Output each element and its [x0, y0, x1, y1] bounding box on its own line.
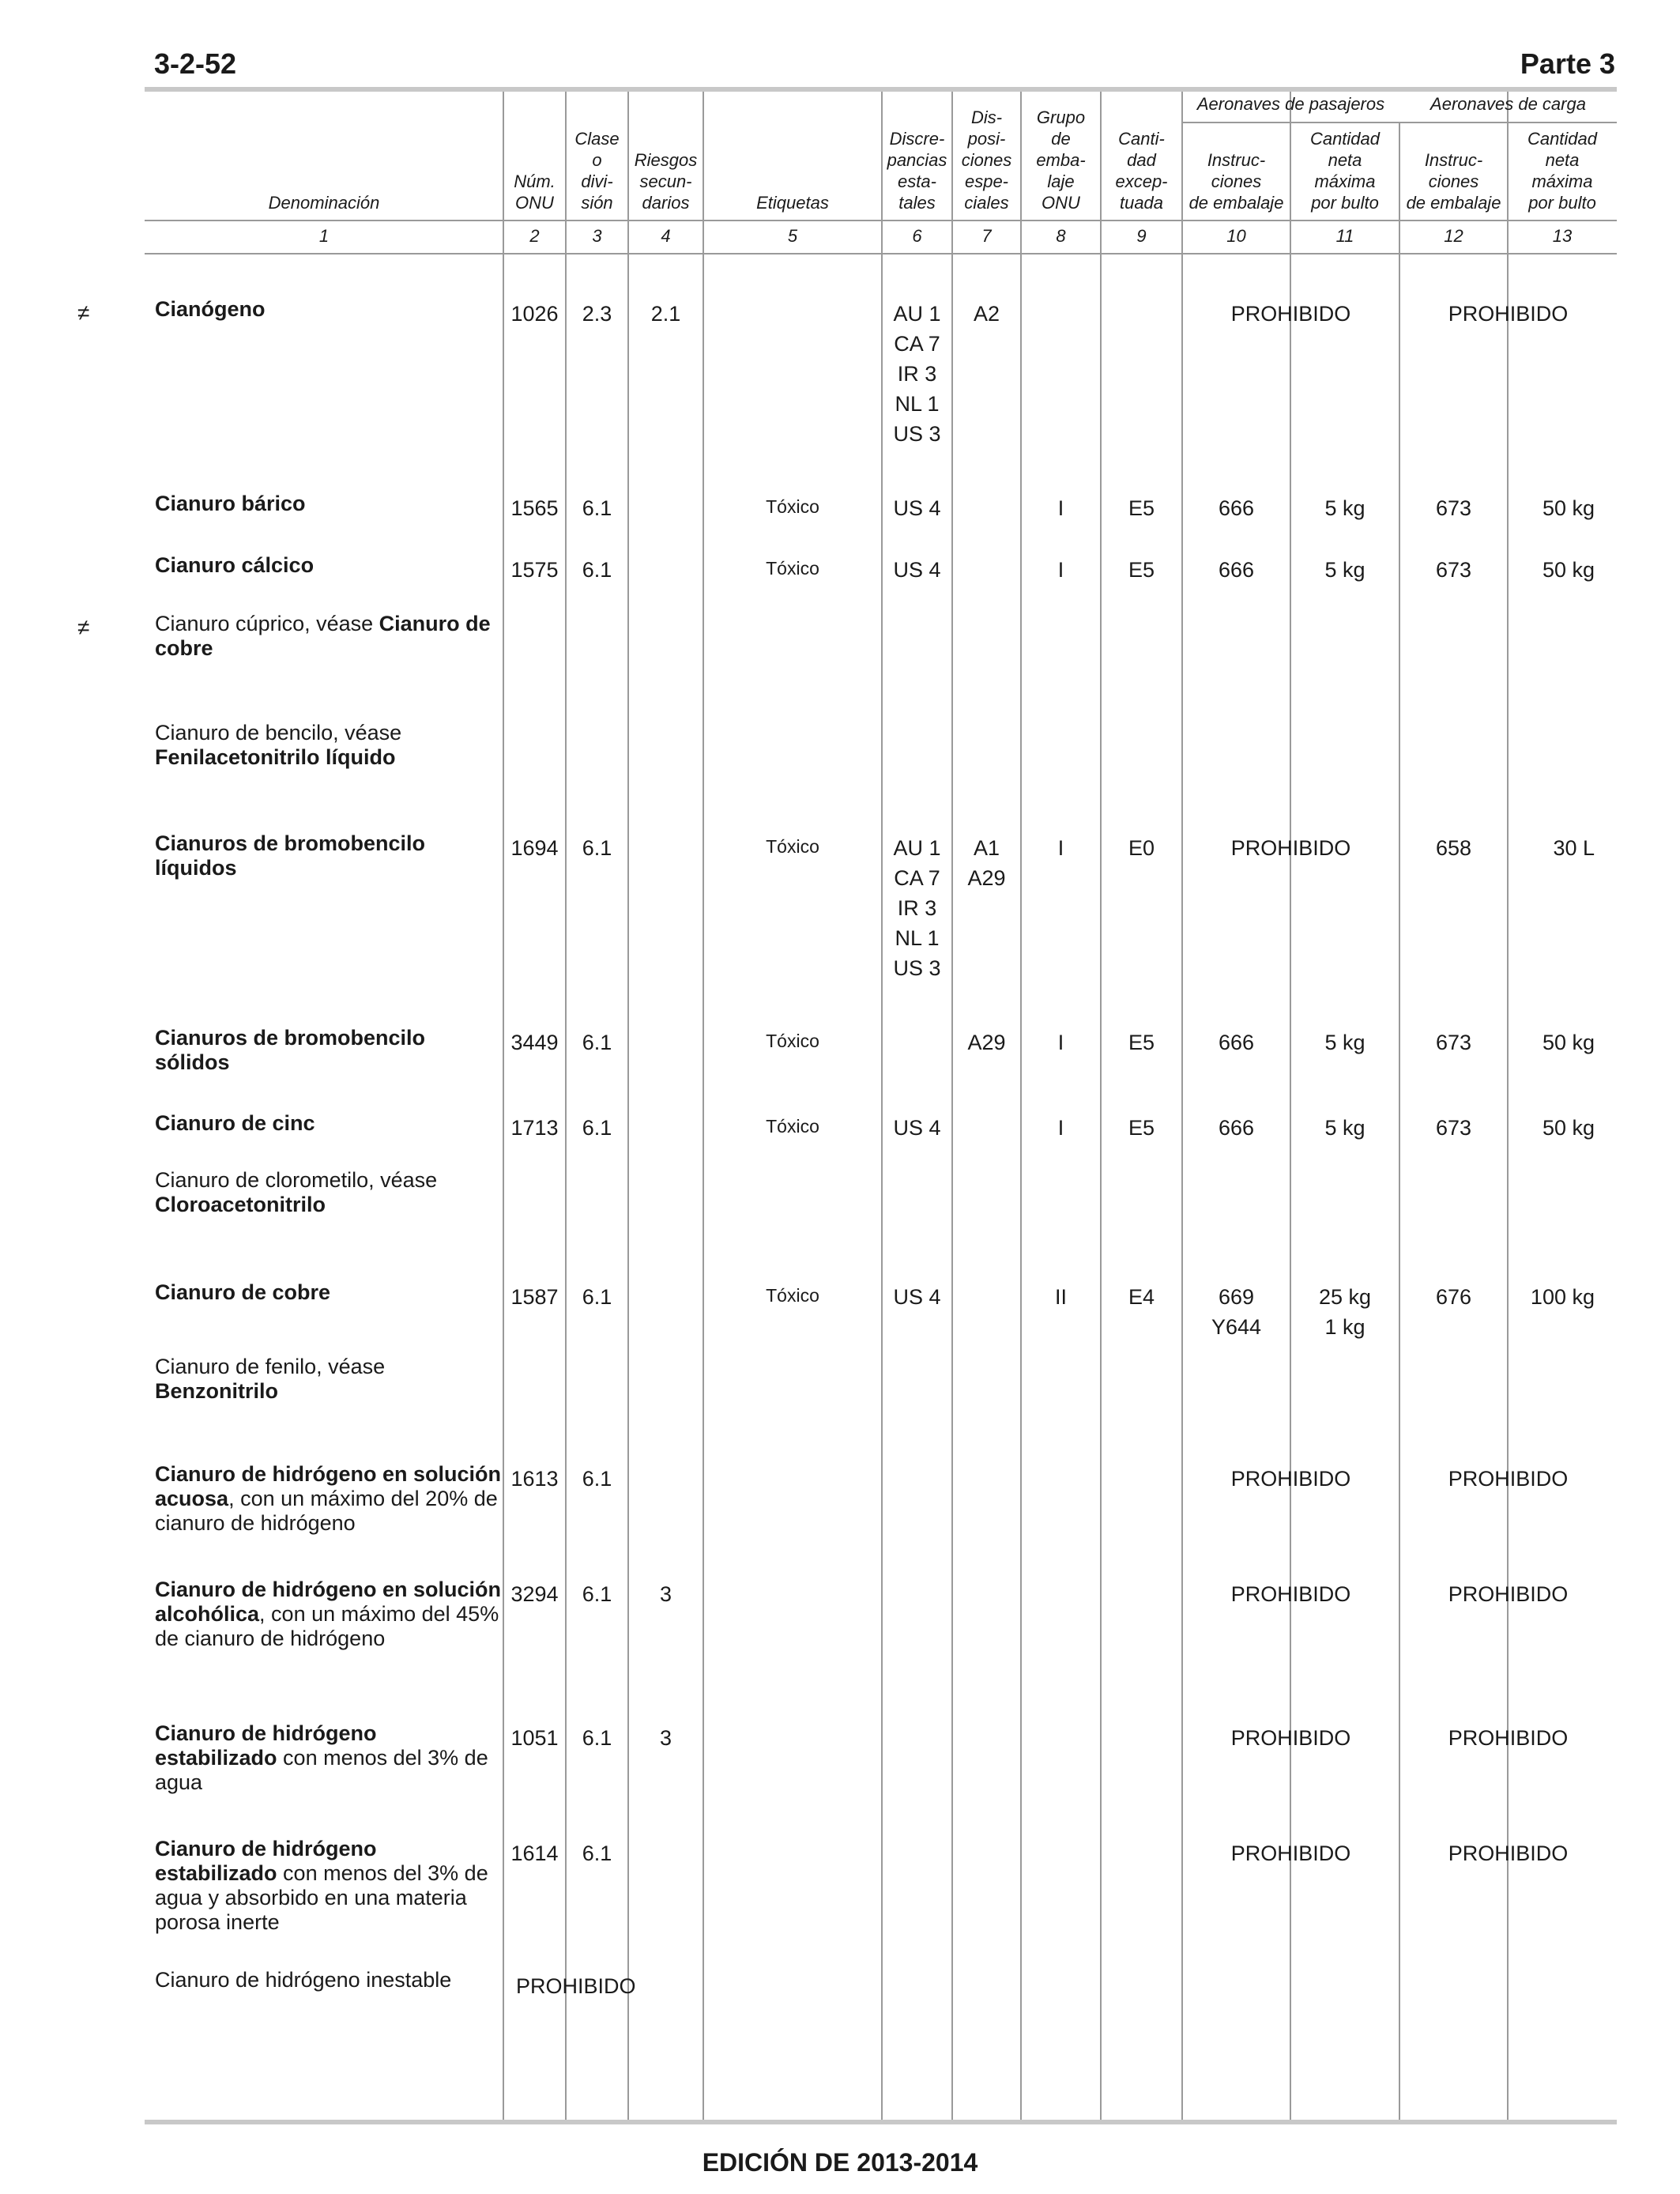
- cargo-packing-instruction: 673: [1435, 496, 1472, 520]
- cargo-prohibited: PROHIBIDO: [1448, 1582, 1569, 1606]
- column-header-line: excep-: [1115, 172, 1168, 191]
- prohibited-banner: PROHIBIDO: [516, 1974, 636, 1998]
- column-divider: [1020, 92, 1022, 2120]
- name-bold: Cianuro de hidrógeno en solución alcohólica: [155, 1578, 502, 1626]
- column-header-line: Núm.: [514, 172, 556, 191]
- state-variations: US 4: [893, 1285, 941, 1309]
- column-header-line: ciones: [1428, 172, 1479, 191]
- column-divider: [1507, 92, 1509, 2120]
- column-header-line: neta: [1328, 150, 1362, 170]
- column-header-line: ciones: [961, 150, 1012, 170]
- column-divider: [703, 92, 704, 2120]
- un-number: 1613: [510, 1467, 559, 1491]
- name-reference: Benzonitrilo: [155, 1379, 278, 1403]
- name-reference: Fenilacetonitrilo líquido: [155, 745, 396, 769]
- column-header-2: [503, 171, 566, 213]
- passenger-prohibited: PROHIBIDO: [1230, 1582, 1351, 1606]
- column-header-line: secun-: [639, 172, 692, 191]
- column-header-9: [1101, 128, 1182, 213]
- name-tail: con menos del 3% de agua: [155, 1746, 488, 1794]
- name-text: Cianuro de hidrógeno inestable: [155, 1968, 452, 1992]
- part-title: Parte 3: [1520, 47, 1615, 80]
- column-header-line: Riesgos: [634, 150, 698, 170]
- state-variations: US 4: [893, 558, 941, 582]
- column-number-10: 10: [1226, 226, 1246, 246]
- name-bold: Cianuros de bromobencilo líquidos: [155, 831, 426, 880]
- group-header-passenger: Aeronaves de pasajeros: [1196, 94, 1385, 114]
- column-header-line: Instruc-: [1207, 150, 1266, 170]
- change-mark: ≠: [77, 300, 90, 325]
- hazard-label: Tóxico: [766, 1285, 819, 1306]
- passenger-packing-instruction: 666: [1218, 558, 1255, 582]
- column-header-line: máxima: [1531, 172, 1593, 191]
- subsidiary-risk: 3: [659, 1726, 672, 1750]
- class-division: 6.1: [582, 1582, 612, 1606]
- column-number-7: 7: [981, 226, 992, 246]
- hazard-label: Tóxico: [766, 496, 819, 517]
- cargo-max-quantity: 30 L: [1553, 836, 1595, 860]
- packing-group: I: [1057, 496, 1064, 520]
- passenger-max-quantity: 5 kg: [1324, 558, 1365, 582]
- column-header-line: espe-: [964, 172, 1009, 191]
- column-header-8: [1021, 107, 1101, 213]
- cargo-prohibited: PROHIBIDO: [1448, 1726, 1569, 1750]
- name-tail: con menos del 3% de agua y absorbido en una materia porosa inerte: [155, 1861, 488, 1934]
- column-header-line: de embalaje: [1406, 193, 1501, 213]
- un-number: 1051: [510, 1726, 559, 1750]
- un-number: 1565: [510, 496, 559, 520]
- name-tail: , con un máximo del 45% de cianuro de hidrógeno: [155, 1602, 499, 1650]
- cargo-packing-instruction: 673: [1435, 1116, 1472, 1140]
- column-header-line: por bulto: [1311, 193, 1379, 213]
- column-header-line: neta: [1545, 150, 1580, 170]
- change-mark: ≠: [77, 615, 90, 639]
- un-number: 1694: [510, 836, 559, 860]
- column-header-3: [566, 128, 628, 213]
- cargo-prohibited: PROHIBIDO: [1448, 302, 1569, 326]
- passenger-max-quantity: 5 kg: [1324, 496, 1365, 520]
- group-header-cargo: Aeronaves de carga: [1430, 94, 1586, 114]
- column-header-line: Discre-: [889, 129, 945, 149]
- cargo-packing-instruction: 676: [1435, 1285, 1472, 1309]
- column-header-12: [1399, 149, 1508, 213]
- column-header-7: [952, 107, 1021, 213]
- passenger-max-quantity: 5 kg: [1324, 1031, 1365, 1054]
- un-number: 3449: [510, 1031, 559, 1054]
- name-bold: Cianuro de hidrógeno estabilizado: [155, 1721, 377, 1770]
- column-header-line: Instruc-: [1424, 150, 1483, 170]
- column-divider: [1181, 92, 1183, 2120]
- hazard-label: Tóxico: [766, 1116, 819, 1137]
- name-bold: Cianuro de hidrógeno estabilizado: [155, 1837, 377, 1885]
- cargo-max-quantity: 50 kg: [1542, 558, 1595, 582]
- name-tail: , con un máximo del 20% de cianuro de hidrógeno: [155, 1487, 498, 1535]
- excepted-quantity: E4: [1128, 1285, 1155, 1309]
- column-number-4: 4: [661, 226, 671, 246]
- column-header-line: Cantidad: [1309, 129, 1381, 149]
- state-variations: AU 1 CA 7 IR 3 NL 1 US 3: [893, 302, 941, 446]
- cargo-max-quantity: 50 kg: [1542, 1116, 1595, 1140]
- substance-name: [155, 1355, 503, 1404]
- class-division: 6.1: [582, 1031, 612, 1054]
- group-header-rule: [1182, 122, 1617, 123]
- packing-group: II: [1054, 1285, 1067, 1309]
- column-number-8: 8: [1056, 226, 1066, 246]
- column-header-line: ONU: [1042, 193, 1080, 213]
- special-provisions: A1 A29: [967, 836, 1006, 890]
- substance-name: [155, 1837, 503, 1935]
- hazard-label: Tóxico: [766, 558, 819, 579]
- class-division: 6.1: [582, 558, 612, 582]
- passenger-prohibited: PROHIBIDO: [1230, 302, 1351, 326]
- special-provisions: A2: [973, 302, 1000, 326]
- column-header-1: [145, 192, 503, 213]
- substance-name: [155, 1968, 503, 1992]
- column-header-line: Canti-: [1118, 129, 1165, 149]
- substance-name: [155, 831, 503, 880]
- name-text: Cianuro de clorometilo, véase: [155, 1168, 438, 1192]
- class-division: 2.3: [582, 302, 612, 326]
- column-header-line: Etiquetas: [756, 193, 829, 213]
- column-number-11: 11: [1335, 226, 1354, 246]
- substance-name: [155, 297, 503, 322]
- class-division: 6.1: [582, 1842, 612, 1865]
- column-divider: [1100, 92, 1102, 2120]
- column-number-rule: [145, 253, 1617, 254]
- packing-group: I: [1057, 1031, 1064, 1054]
- cargo-max-quantity: 50 kg: [1542, 1031, 1595, 1054]
- cargo-max-quantity: 50 kg: [1542, 496, 1595, 520]
- column-header-line: Cantidad: [1527, 129, 1598, 149]
- name-bold: Cianuros de bromobencilo sólidos: [155, 1026, 426, 1074]
- column-divider: [1399, 122, 1400, 2120]
- name-bold: Cianuro de cinc: [155, 1111, 315, 1135]
- column-number-9: 9: [1136, 226, 1147, 246]
- un-number: 1713: [510, 1116, 559, 1140]
- column-header-line: tuada: [1119, 193, 1164, 213]
- un-number: 1575: [510, 558, 559, 582]
- class-division: 6.1: [582, 836, 612, 860]
- column-number-13: 13: [1552, 226, 1573, 246]
- class-division: 6.1: [582, 1467, 612, 1491]
- column-header-line: ciones: [1211, 172, 1262, 191]
- column-header-10: [1182, 149, 1290, 213]
- passenger-prohibited: PROHIBIDO: [1230, 1467, 1351, 1491]
- class-division: 6.1: [582, 1116, 612, 1140]
- name-bold: Cianuro bárico: [155, 492, 306, 515]
- name-reference: Cianuro de cobre: [155, 612, 491, 660]
- passenger-max-quantity: 5 kg: [1324, 1116, 1365, 1140]
- column-header-line: posi-: [967, 129, 1006, 149]
- excepted-quantity: E5: [1128, 496, 1155, 520]
- substance-name: [155, 612, 503, 661]
- substance-name: [155, 1721, 503, 1795]
- column-divider: [1290, 92, 1291, 2120]
- state-variations: US 4: [893, 1116, 941, 1140]
- name-bold: Cianuro de cobre: [155, 1280, 331, 1304]
- column-header-line: tales: [898, 193, 936, 213]
- column-divider: [627, 92, 629, 2120]
- name-text: Cianuro cúprico, véase: [155, 612, 379, 635]
- name-text: Cianuro de fenilo, véase: [155, 1355, 386, 1378]
- passenger-packing-instruction: 666: [1218, 1116, 1255, 1140]
- bottom-rule: [145, 2120, 1617, 2124]
- passenger-packing-instruction: 666: [1218, 1031, 1255, 1054]
- column-header-line: máxima: [1314, 172, 1376, 191]
- column-number-2: 2: [529, 226, 540, 246]
- column-header-line: por bulto: [1528, 193, 1596, 213]
- passenger-max-quantity: 25 kg 1 kg: [1318, 1285, 1372, 1339]
- passenger-packing-instruction: 669 Y644: [1211, 1285, 1262, 1339]
- name-bold: Cianógeno: [155, 297, 266, 321]
- subsidiary-risk: 2.1: [650, 302, 681, 326]
- substance-name: [155, 553, 503, 578]
- state-variations: AU 1 CA 7 IR 3 NL 1 US 3: [893, 836, 941, 980]
- excepted-quantity: E5: [1128, 1116, 1155, 1140]
- footer-edition: EDICIÓN DE 2013-2014: [702, 2148, 978, 2177]
- column-header-line: Grupo: [1036, 107, 1086, 127]
- column-number-6: 6: [912, 226, 922, 246]
- header-rule: [145, 220, 1617, 221]
- substance-name: [155, 721, 503, 770]
- column-header-5: [703, 192, 882, 213]
- cargo-prohibited: PROHIBIDO: [1448, 1467, 1569, 1491]
- column-header-line: Denominación: [268, 193, 380, 213]
- column-header-6: [882, 128, 952, 213]
- column-header-4: [628, 149, 703, 213]
- passenger-prohibited: PROHIBIDO: [1230, 836, 1351, 860]
- state-variations: US 4: [893, 496, 941, 520]
- substance-name: [155, 1168, 503, 1217]
- column-divider: [881, 92, 883, 2120]
- cargo-packing-instruction: 658: [1435, 836, 1472, 860]
- column-header-line: de embalaje: [1188, 193, 1284, 213]
- column-header-line: darios: [642, 193, 690, 213]
- column-header-line: dad: [1127, 150, 1156, 170]
- subsidiary-risk: 3: [659, 1582, 672, 1606]
- substance-name: [155, 1578, 503, 1651]
- column-divider: [951, 92, 953, 2120]
- name-text: Cianuro de bencilo, véase: [155, 721, 402, 745]
- class-division: 6.1: [582, 1726, 612, 1750]
- substance-name: [155, 492, 503, 516]
- column-number-5: 5: [787, 226, 798, 246]
- column-header-line: pancias: [887, 150, 947, 170]
- name-bold: Cianuro de hidrógeno en solución acuosa: [155, 1462, 502, 1510]
- column-header-line: o: [592, 150, 602, 170]
- column-header-line: de: [1051, 129, 1071, 149]
- un-number: 1614: [510, 1842, 559, 1865]
- cargo-packing-instruction: 673: [1435, 1031, 1472, 1054]
- substance-name: [155, 1280, 503, 1305]
- cargo-prohibited: PROHIBIDO: [1448, 1842, 1569, 1865]
- column-header-line: divi-: [581, 172, 613, 191]
- substance-name: [155, 1111, 503, 1136]
- substance-name: [155, 1462, 503, 1536]
- class-division: 6.1: [582, 1285, 612, 1309]
- packing-group: I: [1057, 558, 1064, 582]
- column-header-line: emba-: [1036, 150, 1086, 170]
- un-number: 1026: [510, 302, 559, 326]
- column-number-3: 3: [592, 226, 602, 246]
- name-bold: Cianuro cálcico: [155, 553, 315, 577]
- passenger-prohibited: PROHIBIDO: [1230, 1842, 1351, 1865]
- column-header-line: ciales: [964, 193, 1009, 213]
- column-divider: [565, 92, 567, 2120]
- hazard-label: Tóxico: [766, 836, 819, 857]
- column-number-1: 1: [318, 226, 330, 246]
- column-divider: [503, 92, 504, 2120]
- name-reference: Cloroacetonitrilo: [155, 1193, 326, 1216]
- cargo-packing-instruction: 673: [1435, 558, 1472, 582]
- hazard-label: Tóxico: [766, 1031, 819, 1051]
- cargo-max-quantity: 100 kg: [1530, 1285, 1595, 1309]
- column-header-line: sión: [581, 193, 613, 213]
- page-number: 3-2-52: [154, 47, 237, 80]
- column-number-12: 12: [1444, 226, 1463, 246]
- column-header-13: [1508, 128, 1617, 213]
- passenger-prohibited: PROHIBIDO: [1230, 1726, 1351, 1750]
- un-number: 1587: [510, 1285, 559, 1309]
- special-provisions: A29: [967, 1031, 1006, 1054]
- column-header-line: esta-: [898, 172, 936, 191]
- packing-group: I: [1057, 1116, 1064, 1140]
- column-header-line: Clase: [574, 129, 620, 149]
- packing-group: I: [1057, 836, 1064, 860]
- excepted-quantity: E5: [1128, 1031, 1155, 1054]
- column-header-line: ONU: [515, 193, 554, 213]
- un-number: 3294: [510, 1582, 559, 1606]
- excepted-quantity: E5: [1128, 558, 1155, 582]
- excepted-quantity: E0: [1128, 836, 1155, 860]
- passenger-packing-instruction: 666: [1218, 496, 1255, 520]
- class-division: 6.1: [582, 496, 612, 520]
- column-header-line: laje: [1047, 172, 1075, 191]
- column-header-11: [1290, 128, 1399, 213]
- substance-name: [155, 1026, 503, 1075]
- column-header-line: Dis-: [970, 107, 1003, 127]
